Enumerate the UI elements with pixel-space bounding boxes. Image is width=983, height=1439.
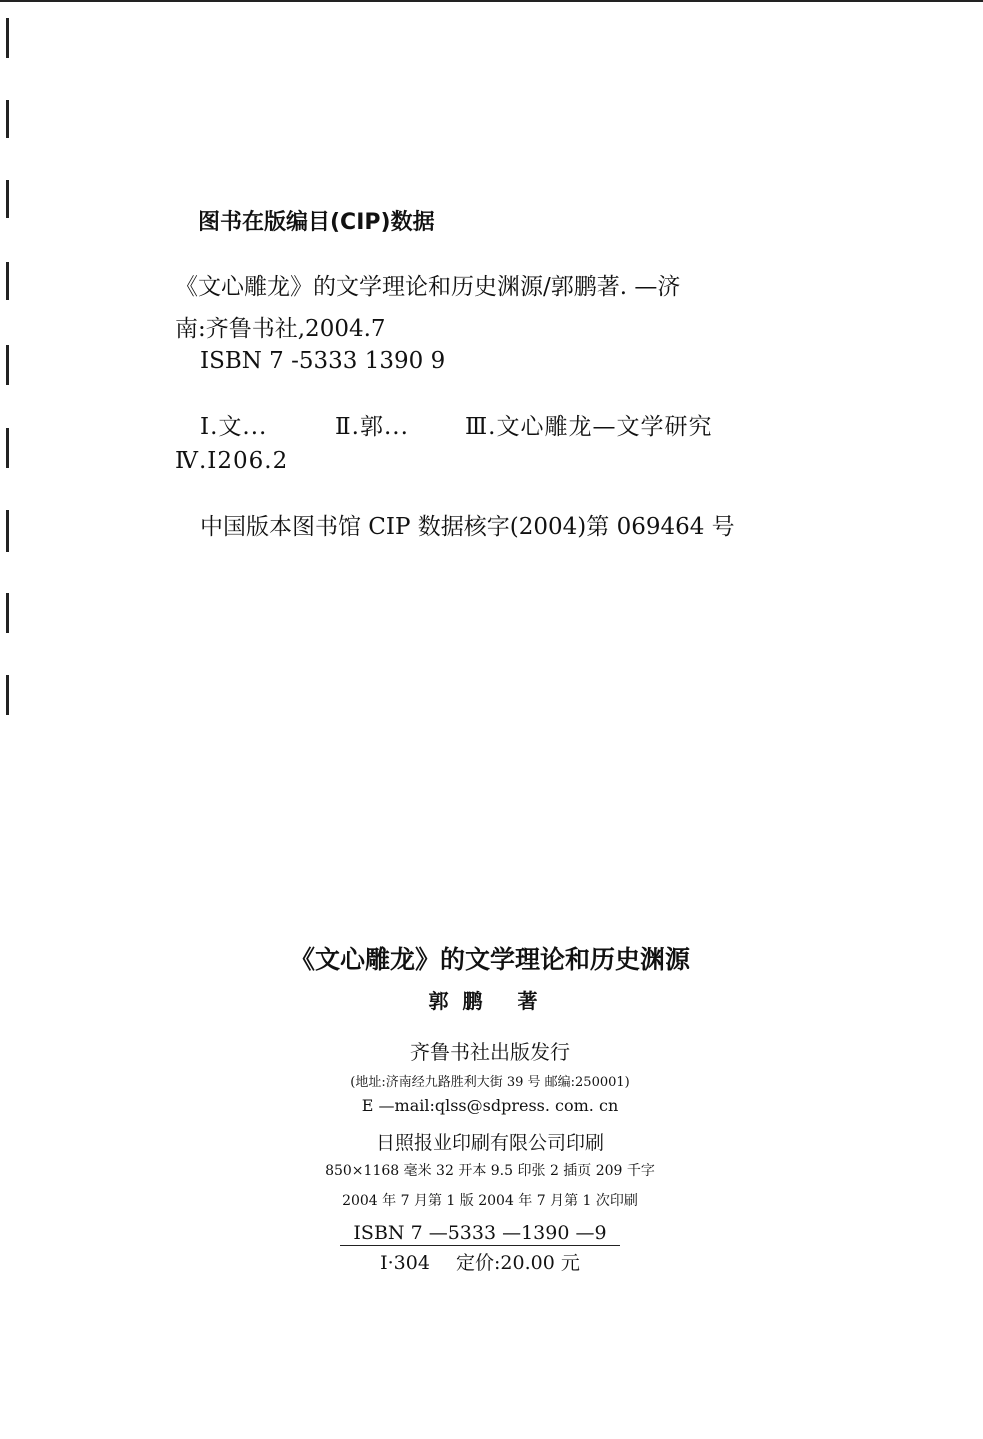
cip-publication-line: 南:齐鲁书社,2004.7 <box>175 316 386 342</box>
book-title: 《文心雕龙》的文学理论和历史渊源 <box>289 945 690 974</box>
edge-scan-mark <box>6 180 9 218</box>
edge-scan-mark <box>6 100 9 138</box>
cip-clc-number: Ⅳ.I206.2 <box>175 448 289 474</box>
publisher-line: 齐鲁书社出版发行 <box>410 1040 570 1064</box>
colophon-isbn: ISBN 7 —5333 —1390 —9 <box>340 1222 620 1246</box>
edge-scan-mark <box>6 18 9 58</box>
top-border-line <box>0 0 983 2</box>
edge-scan-mark <box>6 593 9 633</box>
publisher-address: (地址:济南经九路胜利大街 39 号 邮编:250001) <box>350 1075 630 1090</box>
edge-scan-mark <box>6 428 9 468</box>
cip-subject-ii: Ⅱ.郭... <box>335 414 409 440</box>
price: 定价:20.00 元 <box>456 1252 580 1274</box>
isbn-price-box <box>340 1222 620 1275</box>
cip-subject-i: Ⅰ.文... <box>200 414 268 440</box>
edge-scan-mark <box>6 675 9 715</box>
edge-scan-mark <box>6 510 9 552</box>
edge-scan-mark <box>6 262 9 300</box>
cip-subject-iii: Ⅲ.文心雕龙—文学研究 <box>465 414 713 440</box>
cip-verification-number: 中国版本图书馆 CIP 数据核字(2004)第 069464 号 <box>200 514 735 540</box>
cip-heading: 图书在版编目(CIP)数据 <box>198 210 435 235</box>
category-code: I·304 <box>380 1252 430 1274</box>
print-specs: 850×1168 毫米 32 开本 9.5 印张 2 插页 209 千字 <box>325 1163 655 1179</box>
cip-title-line: 《文心雕龙》的文学理论和历史渊源/郭鹏著. —济 <box>175 274 681 300</box>
publisher-email: E —mail:qlss@sdpress. com. cn <box>361 1096 619 1115</box>
edge-scan-mark <box>6 345 9 385</box>
printer-line: 日照报业印刷有限公司印刷 <box>375 1132 604 1154</box>
category-price-line <box>340 1246 620 1275</box>
edition-line: 2004 年 7 月第 1 版 2004 年 7 月第 1 次印刷 <box>342 1193 638 1209</box>
cip-isbn: ISBN 7 -5333 1390 9 <box>200 348 446 374</box>
book-author: 郭鹏 著 <box>428 989 552 1013</box>
